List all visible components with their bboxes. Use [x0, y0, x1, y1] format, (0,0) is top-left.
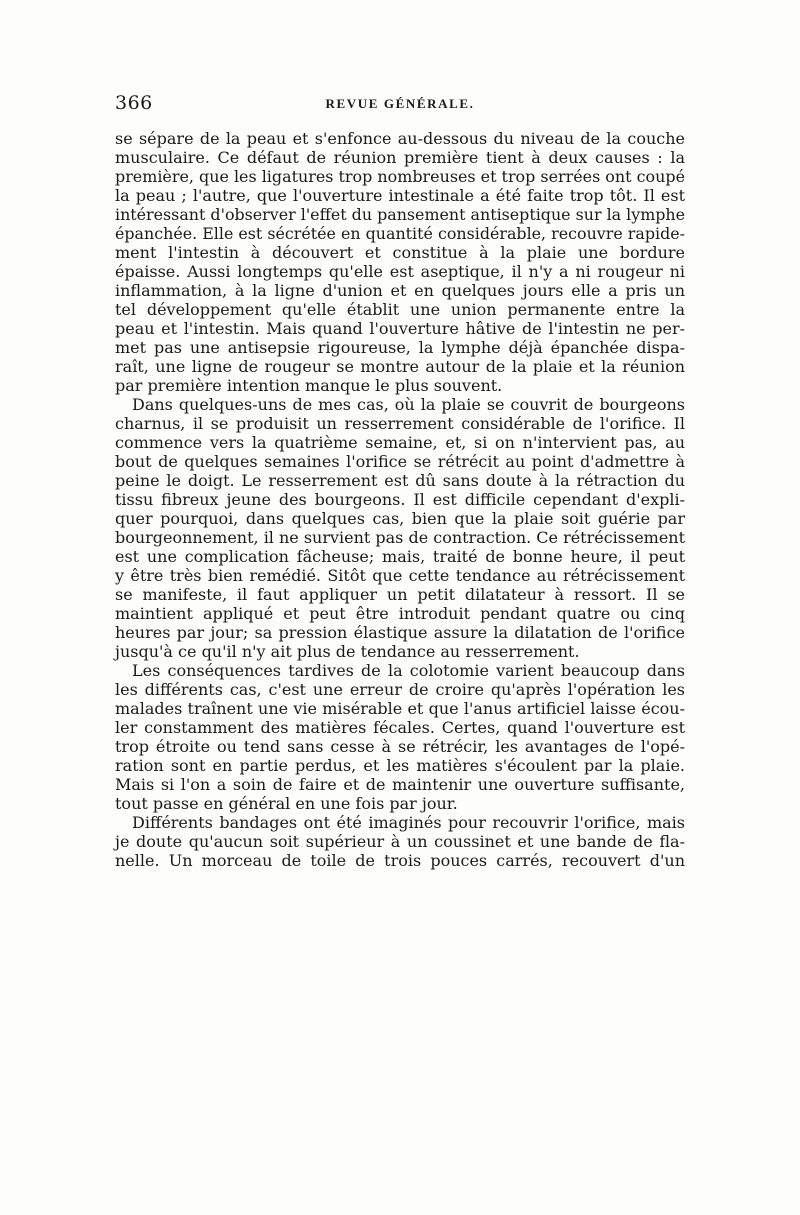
text-line: trop étroite ou tend sans cesse à se rétrécir, les avantages de l'opé- [115, 737, 685, 756]
text-line: maintient appliqué et peut être introduit pendant quatre ou cinq [115, 604, 685, 623]
text-line: la peau ; l'autre, que l'ouverture intestinale a été faite trop tôt. Il est [115, 186, 685, 205]
text-line: Mais si l'on a soin de faire et de maintenir une ouverture suffisante, [115, 775, 685, 794]
text-line: Différents bandages ont été imaginés pour recouvrir l'orifice, mais [132, 813, 685, 832]
text-line: ler constamment des matières fécales. Certes, quand l'ouverture est [115, 718, 685, 737]
text-line: peine le doigt. Le resserrement est dû sans doute à la rétraction du [115, 471, 685, 490]
text-line: bourgeonnement, il ne survient pas de contraction. Ce rétrécissement [115, 528, 686, 547]
text-line: inflammation, à la ligne d'union et en quelques jours elle a pris un [115, 281, 685, 300]
text-line: ration sont en partie perdus, et les matières s'écoulent par la plaie. [115, 756, 685, 775]
text-line: jusqu'à ce qu'il n'y ait plus de tendance au resserrement. [115, 642, 580, 661]
text-line: se sépare de la peau et s'enfonce au-dessous du niveau de la couche [115, 129, 685, 148]
running-head [115, 92, 685, 118]
text-line: commence vers la quatrième semaine, et, si on n'intervient pas, au [115, 433, 685, 452]
paragraph [115, 661, 685, 813]
text-line: tel développement qu'elle établit une union permanente entre la [115, 300, 685, 319]
text-line: musculaire. Ce défaut de réunion première tient à deux causes : la [115, 148, 685, 167]
text-line: est une complication fâcheuse; mais, traité de bonne heure, il peut [115, 547, 685, 566]
text-line: y être très bien remédié. Sitôt que cette tendance au rétrécissement [115, 566, 685, 585]
text-line: tissu fibreux jeune des bourgeons. Il est difficile cependant d'expli- [115, 490, 685, 509]
text-line: épanchée. Elle est sécrétée en quantité considérable, recouvre rapide- [115, 224, 685, 243]
paragraph [115, 813, 685, 870]
text-line: met pas une antisepsie rigoureuse, la lymphe déjà épanchée dispa- [115, 338, 685, 357]
text-line: tout passe en général en une fois par jour. [115, 794, 458, 813]
text-line: raît, une ligne de rougeur se montre autour de la plaie et la réunion [115, 357, 685, 376]
text-line: malades traînent une vie misérable et que l'anus artificiel laisse écou- [115, 699, 685, 718]
text-line: par première intention manque le plus souvent. [115, 376, 503, 395]
paragraph [115, 129, 685, 395]
text-line: intéressant d'observer l'effet du pansement antiseptique sur la lymphe [115, 205, 686, 224]
journal-title: REVUE GÉNÉRALE. [325, 96, 475, 111]
text-line: peau et l'intestin. Mais quand l'ouverture hâtive de l'intestin ne per- [115, 319, 685, 338]
text-line: heures par jour; sa pression élastique assure la dilatation de l'orifice [115, 623, 685, 642]
text-line: je doute qu'aucun soit supérieur à un coussinet et une bande de fla- [115, 832, 685, 851]
paragraph [115, 395, 685, 661]
text-line: charnus, il se produisit un resserrement considérable de l'orifice. Il [115, 414, 685, 433]
text-line: bout de quelques semaines l'orifice se rétrécit au point d'admettre à [115, 452, 685, 471]
page-number: 366 [115, 92, 153, 114]
text-line: se manifeste, il faut appliquer un petit dilatateur à ressort. Il se [115, 585, 685, 604]
text-line: épaisse. Aussi longtemps qu'elle est aseptique, il n'y a ni rougeur ni [115, 262, 685, 281]
text-line: première, que les ligatures trop nombreuses et trop serrées ont coupé [115, 167, 686, 186]
text-line: Les conséquences tardives de la colotomie varient beaucoup dans [132, 661, 685, 680]
text-line: quer pourquoi, dans quelques cas, bien que la plaie soit guérie par [115, 509, 685, 528]
text-line: les différents cas, c'est une erreur de croire qu'après l'opération les [115, 680, 685, 699]
body-text [115, 129, 685, 870]
text-line: ment l'intestin à découvert et constitue à la plaie une bordure [115, 243, 685, 262]
text-line: nelle. Un morceau de toile de trois pouces carrés, recouvert d'un [115, 851, 685, 870]
text-line: Dans quelques-uns de mes cas, où la plaie se couvrit de bourgeons [132, 395, 685, 414]
